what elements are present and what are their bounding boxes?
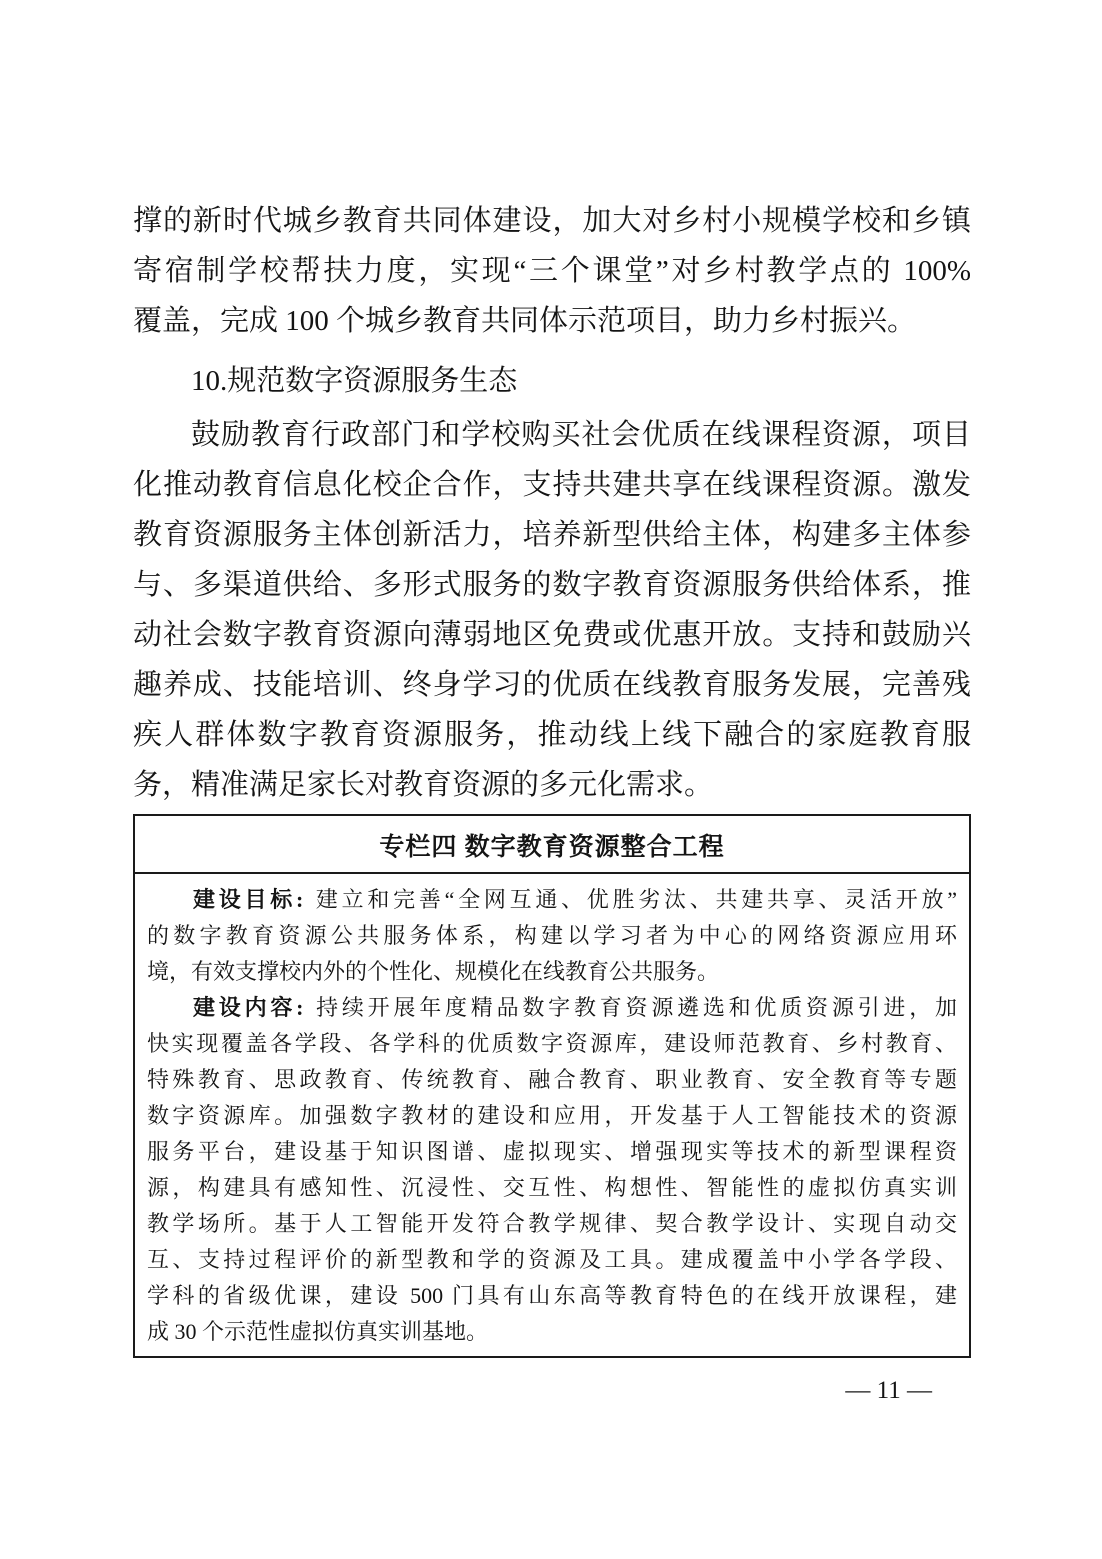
- paragraph-line: 服务平台，建设基于知识图谱、虚拟现实、增强现实等技术的新型课程资: [147, 1139, 957, 1164]
- text-column: [133, 196, 971, 1358]
- box-paragraph-goal: [147, 882, 957, 990]
- paragraph-line: 互、支持过程评价的新型教和学的资源及工具。建成覆盖中小学各学段、: [147, 1247, 957, 1272]
- section-heading: 10.规范数字资源服务生态: [191, 365, 518, 397]
- paragraph-line: 寄宿制学校帮扶力度，实现“三个课堂”对乡村教学点的 100%: [133, 255, 971, 287]
- paragraph-line: 务，精准满足家长对教育资源的多元化需求。: [133, 769, 714, 801]
- goal-first-line: 建立和完善“全网互通、优胜劣汰、共建共享、灵活开放”: [312, 887, 958, 912]
- paragraph-line: 化推动教育信息化校企合作，支持共建共享在线课程资源。激发: [133, 469, 971, 501]
- page-number: — 11 —: [845, 1377, 932, 1404]
- paragraph-line: 教学场所。基于人工智能开发符合教学规律、契合教学设计、实现自动交: [147, 1211, 957, 1236]
- feature-box-title: 专栏四 数字教育资源整合工程: [135, 816, 969, 874]
- paragraph-2: [133, 410, 971, 810]
- content-label: 建设内容:: [193, 995, 304, 1020]
- paragraph-line: 教育资源服务主体创新活力，培养新型供给主体，构建多主体参: [133, 519, 971, 551]
- paragraph-line: 学科的省级优课，建设 500 门具有山东高等教育特色的在线开放课程，建: [147, 1283, 957, 1308]
- feature-box-body: [135, 874, 969, 1356]
- paragraph-line: 特殊教育、思政教育、传统教育、融合教育、职业教育、安全教育等专题: [147, 1067, 957, 1092]
- paragraph-line: [147, 990, 957, 1026]
- box-paragraph-content: [147, 990, 957, 1350]
- paragraph-line: 覆盖，完成 100 个城乡教育共同体示范项目，助力乡村振兴。: [133, 305, 917, 337]
- paragraph-line: 的数字教育资源公共服务体系，构建以学习者为中心的网络资源应用环: [147, 923, 957, 948]
- paragraph-line: 数字资源库。加强数字教材的建设和应用，开发基于人工智能技术的资源: [147, 1103, 957, 1128]
- paragraph-line: 成 30 个示范性虚拟仿真实训基地。: [147, 1319, 489, 1344]
- paragraph-line: 源，构建具有感知性、沉浸性、交互性、构想性、智能性的虚拟仿真实训: [147, 1175, 957, 1200]
- content-first-line: 持续开展年度精品数字教育资源遴选和优质资源引进，加: [312, 995, 957, 1020]
- paragraph-line: 动社会数字教育资源向薄弱地区免费或优惠开放。支持和鼓励兴: [133, 619, 971, 651]
- goal-label: 建设目标:: [193, 887, 304, 912]
- paragraph-line: 趣养成、技能培训、终身学习的优质在线教育服务发展，完善残: [133, 669, 971, 701]
- paragraph-line: 疾人群体数字教育资源服务，推动线上线下融合的家庭教育服: [133, 719, 971, 751]
- feature-box: [133, 814, 971, 1358]
- paragraph-line: 快实现覆盖各学段、各学科的优质数字资源库，建设师范教育、乡村教育、: [147, 1031, 957, 1056]
- paragraph-line: [147, 882, 957, 918]
- paragraph-line: 鼓励教育行政部门和学校购买社会优质在线课程资源，项目: [191, 419, 971, 451]
- paragraph-line: 境，有效支撑校内外的个性化、规模化在线教育公共服务。: [147, 959, 720, 984]
- paragraph-line: 与、多渠道供给、多形式服务的数字教育资源服务供给体系，推: [133, 569, 971, 601]
- paragraph-1: [133, 196, 971, 346]
- paragraph-line: 撑的新时代城乡教育共同体建设，加大对乡村小规模学校和乡镇: [133, 205, 971, 237]
